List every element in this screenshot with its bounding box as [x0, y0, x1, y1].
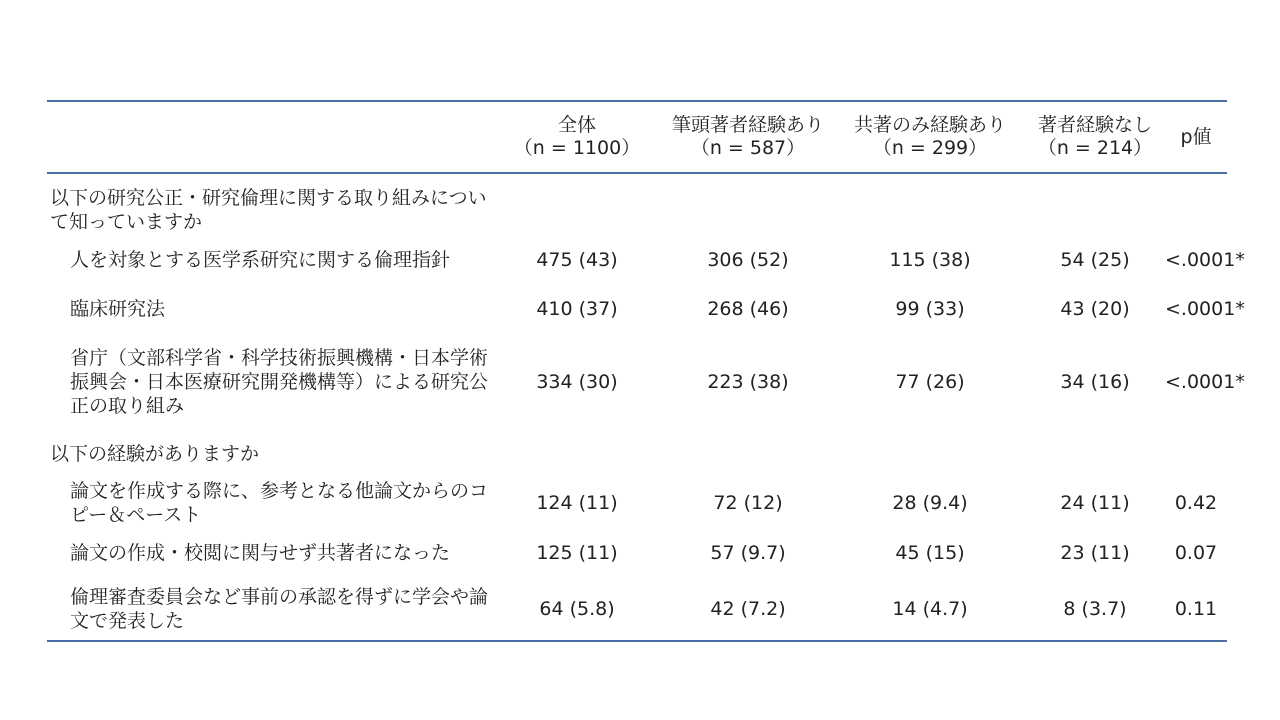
- cell-first-author: 268 (46): [707, 298, 789, 320]
- row-label: 省庁（文部科学省・科学技術振興機構・日本学術振興会・日本医療研究開発機構等）による研究公正の取り組み: [70, 347, 489, 417]
- row-label: 論文の作成・校閲に関与せず共著者になった: [70, 542, 451, 564]
- cell-first-author: 223 (38): [707, 371, 789, 393]
- cell-p-value: <.0001*: [1165, 249, 1245, 271]
- cell-no-author: 23 (11): [1060, 542, 1130, 564]
- header-all: [493, 101, 661, 173]
- header-label: [47, 101, 493, 173]
- cell-no-author: 24 (11): [1060, 492, 1130, 514]
- cell-co-author: 115 (38): [889, 249, 971, 271]
- header-co-author-n: （n = 299）: [872, 137, 988, 159]
- header-first-author: [661, 101, 835, 173]
- table-row: [47, 578, 1227, 641]
- table-header: [47, 101, 1227, 173]
- results-table: [47, 100, 1245, 642]
- header-no-author-n: （n = 214）: [1037, 137, 1153, 159]
- cell-co-author: 14 (4.7): [892, 598, 968, 620]
- cell-all: 125 (11): [536, 542, 618, 564]
- section-row-awareness: [47, 173, 1227, 236]
- header-first-author-name: 筆頭著者経験あり: [671, 114, 824, 136]
- cell-first-author: 57 (9.7): [710, 542, 786, 564]
- table-row: [47, 284, 1227, 334]
- cell-p-value: 0.42: [1174, 492, 1218, 514]
- cell-no-author: 8 (3.7): [1063, 598, 1127, 620]
- cell-all: 410 (37): [536, 298, 618, 320]
- cell-p-value: <.0001*: [1165, 298, 1245, 320]
- section-label-experience: 以下の経験がありますか: [50, 443, 260, 465]
- cell-all: 124 (11): [536, 492, 618, 514]
- cell-co-author: 45 (15): [895, 542, 965, 564]
- cell-all: 334 (30): [536, 371, 618, 393]
- row-label: 人を対象とする医学系研究に関する倫理指針: [70, 249, 451, 271]
- header-co-author: [835, 101, 1025, 173]
- header-no-author-name: 著者経験なし: [1037, 114, 1152, 136]
- cell-co-author: 99 (33): [895, 298, 965, 320]
- cell-p-value: <.0001*: [1165, 371, 1245, 393]
- row-label: 臨床研究法: [70, 298, 166, 320]
- table-body: [47, 173, 1245, 641]
- row-label: 論文を作成する際に、参考となる他論文からのコピー＆ペースト: [70, 480, 489, 526]
- row-label: 倫理審査委員会など事前の承認を得ずに学会や論文で発表した: [70, 586, 489, 632]
- header-all-name: 全体: [557, 114, 596, 136]
- table-row: [47, 334, 1227, 430]
- cell-all: 475 (43): [536, 249, 618, 271]
- table-row: [47, 528, 1227, 578]
- cell-no-author: 54 (25): [1060, 249, 1130, 271]
- cell-p-value: 0.11: [1174, 598, 1218, 620]
- header-co-author-name: 共著のみ経験あり: [853, 114, 1006, 136]
- table-row: [47, 236, 1227, 284]
- cell-first-author: 72 (12): [713, 492, 783, 514]
- header-first-author-n: （n = 587）: [690, 137, 806, 159]
- cell-first-author: 42 (7.2): [710, 598, 786, 620]
- header-no-author: [1025, 101, 1165, 173]
- cell-all: 64 (5.8): [539, 598, 615, 620]
- header-all-n: （n = 1100）: [513, 137, 641, 159]
- cell-first-author: 306 (52): [707, 249, 789, 271]
- section-label-awareness: 以下の研究公正・研究倫理に関する取り組みについて知っていますか: [50, 187, 487, 233]
- cell-co-author: 28 (9.4): [892, 492, 968, 514]
- table-row: [47, 478, 1227, 528]
- header-row: [47, 101, 1227, 173]
- cell-no-author: 34 (16): [1060, 371, 1130, 393]
- cell-p-value: 0.07: [1174, 542, 1218, 564]
- section-row-experience: [47, 430, 1227, 478]
- cell-co-author: 77 (26): [895, 371, 965, 393]
- header-p-value: p値: [1180, 125, 1212, 148]
- cell-no-author: 43 (20): [1060, 298, 1130, 320]
